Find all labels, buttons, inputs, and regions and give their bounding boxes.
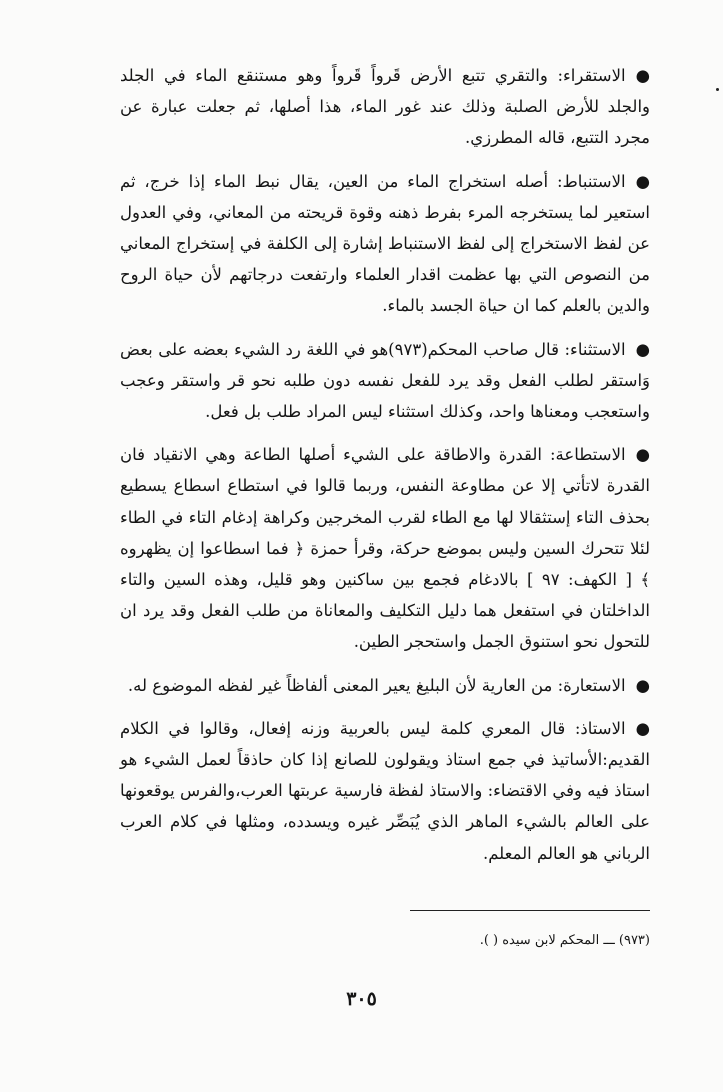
entry-istithna: [120, 334, 650, 428]
margin-mark: [716, 88, 719, 91]
entry-istiqra: [120, 60, 650, 154]
footnote: (٩٧٣) ـــ المحكم لابن سيده ( ).: [479, 933, 650, 948]
entry-istitaa: [120, 439, 650, 657]
entry-istinbat: [120, 166, 650, 322]
page-number: ٣٠٥: [346, 988, 377, 1010]
bullet-icon: ●: [635, 445, 650, 465]
footnote-divider: [410, 910, 650, 911]
entry-text: الاستعارة: من العارية لأن البليغ يعير المعنى ألفاظاً غير لفظه الموضوع له.: [127, 675, 626, 695]
entry-text: الاستاذ: قال المعري كلمة ليس بالعربية وزنه إفعال، وقالوا في الكلام القديم:الأساتيذ في جمع استاذ ويقولون للصانع إذا كان حاذقاً لعمل الشيء هو استاذ فيه وفي الاقتضاء: والاستاذ لفظة فارسية عربتها العرب،والفرس يوقعونها على العالم بالشيء الماهر الذي يُبَصِّر غيره ويسدده، ومثلها في كلام العرب الرباني هو العالم المعلم.: [120, 718, 650, 863]
bullet-icon: ●: [635, 675, 650, 695]
bullet-icon: ●: [635, 66, 650, 85]
page-body: [120, 60, 650, 881]
bullet-icon: ●: [635, 718, 650, 738]
bullet-icon: ●: [635, 339, 651, 359]
entry-text: الاستقراء: والتقري تتبع الأرض قَرواً قَرواً وهو مستنقع الماء في الجلد والجلد للأرض الصلبة وذلك عند غور الماء، هذا أصلها، ثم جعلت عبارة عن مجرد التتبع، قاله المطرزي.: [120, 66, 650, 148]
entry-istiara: [120, 670, 650, 701]
entry-text: الاستنباط: أصله استخراج الماء من العين، يقال نبط الماء إذا خرج، ثم استعير لما يستخرجه المرء بفرط ذهنه وقوة قريحته من المعاني، وفي العدول عن لفظ الاستخراج إلى لفظ الاستنباط إشارة إلى الكلفة في إستخراج المعاني من النصوص التي بها عظمت اقدار العلماء وارتفعت درجاتهم لأن حياة الروح والدين بالعلم كما ان حياة الجسد بالماء.: [120, 171, 650, 316]
entry-text: الاستطاعة: القدرة والاطاقة على الشيء أصلها الطاعة وهي الانقياد فان القدرة لاتأتي إلا عن مطاوعة النفس، وربما قالوا في استطاع اسطاع يسطيع بحذف التاء إستثقالا لها مع الطاء لقرب المخرجين وكراهة إدغام التاء في الطاء لئلا تتحرك السين وليس بموضع حركة، وقرأ حمزة ﴿ فما اسطاعوا إن يظهروه ﴾ [ الكهف: ٩٧ ] بالادغام فجمع بين ساكنين وهو قليل، وهذه السين والتاء الداخلتان في استفعل هما دليل التكليف والمعاناة من طلب الفعل وقد يرد ان للتحول نحو استنوق الجمل واستحجر الطين.: [120, 445, 650, 652]
entry-text: الاستثناء: قال صاحب المحكم(٩٧٣)هو في اللغة رد الشيء بعضه على بعض وَاستقر لطلب الفعل وقد يرد للفعل نفسه دون طلبه نحو قر واستقر وعجب واستعجب ومعناها واحد، وكذلك استثناء ليس المراد طلب بل فعل.: [120, 339, 650, 422]
entry-ustadh: [120, 713, 650, 869]
bullet-icon: ●: [635, 171, 650, 191]
